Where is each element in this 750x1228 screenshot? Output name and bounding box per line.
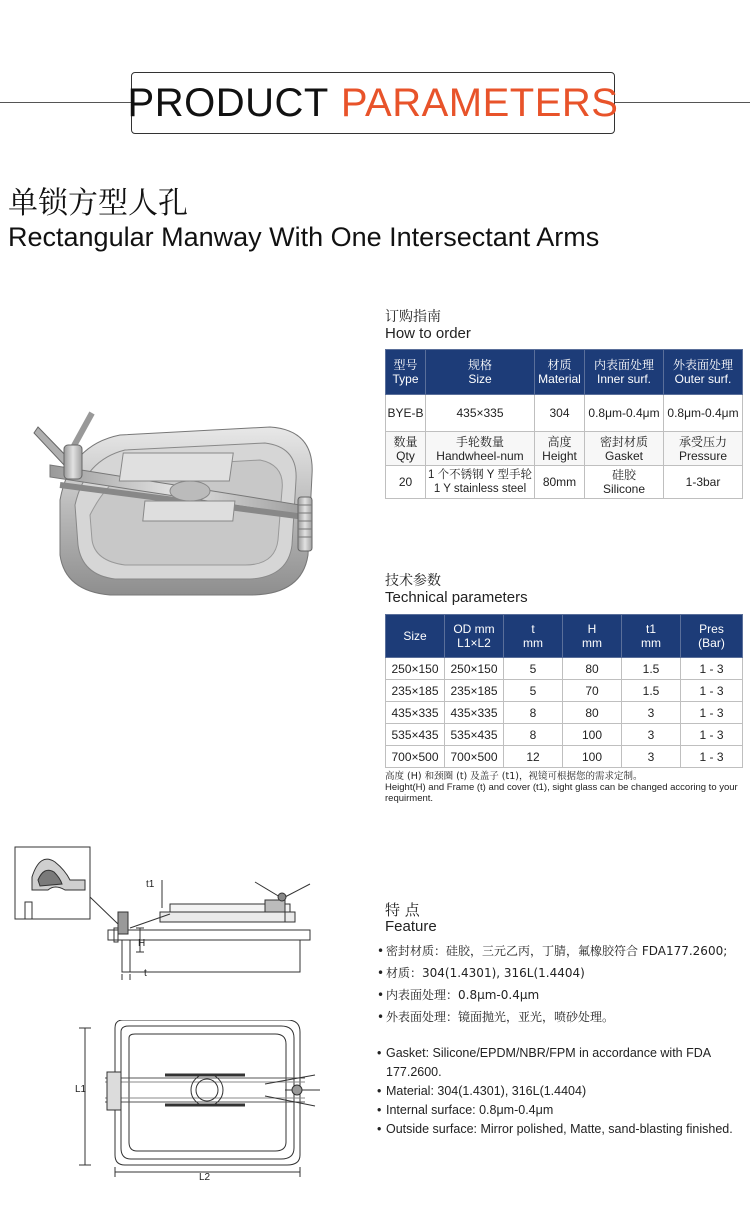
tech-cell: 535×435 — [445, 724, 504, 746]
side-view-drawing — [10, 842, 340, 982]
order-header-gasket: 密封材质 Gasket — [585, 432, 664, 466]
label-l1: L1 — [75, 1084, 87, 1095]
order-title-en: How to order — [385, 325, 471, 342]
tech-cell: 3 — [622, 702, 681, 724]
order-cell: 1-3bar — [664, 466, 743, 499]
order-cell: 304 — [535, 395, 585, 432]
order-header-material: 材质 Material — [535, 350, 585, 395]
tech-cell: 535×435 — [386, 724, 445, 746]
tech-header-pres: Pres (Bar) — [681, 615, 743, 658]
tech-header-h: H mm — [563, 615, 622, 658]
banner-line-left — [0, 102, 131, 103]
tech-cell: 435×335 — [445, 702, 504, 724]
tech-cell: 80 — [563, 702, 622, 724]
label-t: t — [144, 968, 147, 979]
feature-list-en — [377, 1044, 747, 1139]
order-header-height: 高度 Height — [535, 432, 585, 466]
tech-cell: 250×150 — [445, 658, 504, 680]
order-cell: 20 — [386, 466, 426, 499]
list-item: • 密封材质：硅胶，三元乙丙，丁腈，氟橡胶符合 FDA177.2600; — [377, 940, 747, 962]
tech-title-cn: 技术参数 — [385, 573, 441, 589]
tech-cell: 435×335 — [386, 702, 445, 724]
order-cell: 1 个不锈钢 Y 型手轮 1 Y stainless steel — [426, 466, 535, 499]
label-t1: t1 — [146, 879, 155, 890]
tech-cell: 70 — [563, 680, 622, 702]
order-header-outer-surf: 外表面处理 Outer surf. — [664, 350, 743, 395]
tech-cell: 12 — [504, 746, 563, 768]
list-item: • 材质：304(1.4301), 316L(1.4404) — [377, 962, 747, 984]
order-cell: 硅胶 Silicone — [585, 466, 664, 499]
tech-cell: 3 — [622, 724, 681, 746]
tech-note-en: Height(H) and Frame (t) and cover (t1), sight glass can be changed accoring to your requirment. — [385, 782, 738, 804]
top-view-drawing — [75, 1020, 335, 1180]
order-cell: 0.8μm-0.4μm — [664, 395, 743, 432]
tech-note-cn: 高度 (H) 和颈圈 (t) 及盖子 (t1)，视镜可根据您的需求定制。 — [385, 771, 643, 782]
tech-cell: 1.5 — [622, 680, 681, 702]
product-title-en: Rectangular Manway With One Intersectant Arms — [8, 222, 600, 252]
list-item: • 内表面处理：0.8μm-0.4μm — [377, 984, 747, 1006]
label-l2: L2 — [199, 1172, 211, 1180]
tech-cell: 3 — [622, 746, 681, 768]
list-item: • Gasket: Silicone/EPDM/NBR/FPM in accordance with FDA 177.2600. — [377, 1044, 747, 1082]
tech-header-od: OD mm L1×L2 — [445, 615, 504, 658]
order-cell: 80mm — [535, 466, 585, 499]
tech-cell: 700×500 — [386, 746, 445, 768]
tech-cell: 8 — [504, 702, 563, 724]
tech-title-en: Technical parameters — [385, 589, 528, 606]
tech-cell: 80 — [563, 658, 622, 680]
order-title-cn: 订购指南 — [385, 309, 441, 325]
tech-table — [385, 614, 743, 768]
banner-title — [127, 72, 619, 134]
order-header-pressure: 承受压力 Pressure — [664, 432, 743, 466]
tech-header-size: Size — [386, 615, 445, 658]
table-row — [386, 746, 743, 768]
tech-cell: 8 — [504, 724, 563, 746]
order-header-handwheel: 手轮数量 Handwheel-num — [426, 432, 535, 466]
tech-cell: 1 - 3 — [681, 658, 743, 680]
order-cell: BYE-B — [386, 395, 426, 432]
list-item: • Internal surface: 0.8μm-0.4μm — [377, 1101, 747, 1120]
list-item: • 外表面处理：镜面抛光，亚光，喷砂处理。 — [377, 1006, 747, 1028]
order-cell: 435×335 — [426, 395, 535, 432]
tech-cell: 235×185 — [386, 680, 445, 702]
table-row — [386, 658, 743, 680]
banner-word-parameters: PARAMETERS — [340, 80, 619, 125]
tech-cell: 100 — [563, 724, 622, 746]
manway-photo — [30, 405, 330, 605]
order-cell: 0.8μm-0.4μm — [585, 395, 664, 432]
tech-cell: 1 - 3 — [681, 702, 743, 724]
banner-line-right — [613, 102, 750, 103]
tech-cell: 250×150 — [386, 658, 445, 680]
order-header-size: 规格 Size — [426, 350, 535, 395]
list-item: • Material: 304(1.4301), 316L(1.4404) — [377, 1082, 747, 1101]
tech-cell: 5 — [504, 680, 563, 702]
order-header-type: 型号 Type — [386, 350, 426, 395]
order-header-inner-surf: 内表面处理 Inner surf. — [585, 350, 664, 395]
tech-cell: 100 — [563, 746, 622, 768]
list-item: • Outside surface: Mirror polished, Matte, sand-blasting finished. — [377, 1120, 747, 1139]
tech-header-t1: t1 mm — [622, 615, 681, 658]
tech-cell: 1.5 — [622, 658, 681, 680]
label-h: H — [138, 938, 146, 949]
tech-note — [385, 771, 747, 804]
tech-cell: 1 - 3 — [681, 724, 743, 746]
product-title-cn: 单锁方型人孔 — [8, 186, 188, 221]
tech-cell: 700×500 — [445, 746, 504, 768]
tech-cell: 235×185 — [445, 680, 504, 702]
tech-cell: 5 — [504, 658, 563, 680]
feature-title-cn: 特 点 — [385, 901, 420, 919]
table-row — [386, 724, 743, 746]
tech-cell: 1 - 3 — [681, 680, 743, 702]
feature-title-en: Feature — [385, 918, 437, 935]
order-table — [385, 349, 743, 499]
table-row — [386, 702, 743, 724]
feature-list-cn — [377, 940, 747, 1028]
order-header-qty: 数量 Qty — [386, 432, 426, 466]
tech-header-t: t mm — [504, 615, 563, 658]
tech-cell: 1 - 3 — [681, 746, 743, 768]
banner-word-product: PRODUCT — [127, 80, 329, 125]
table-row — [386, 680, 743, 702]
